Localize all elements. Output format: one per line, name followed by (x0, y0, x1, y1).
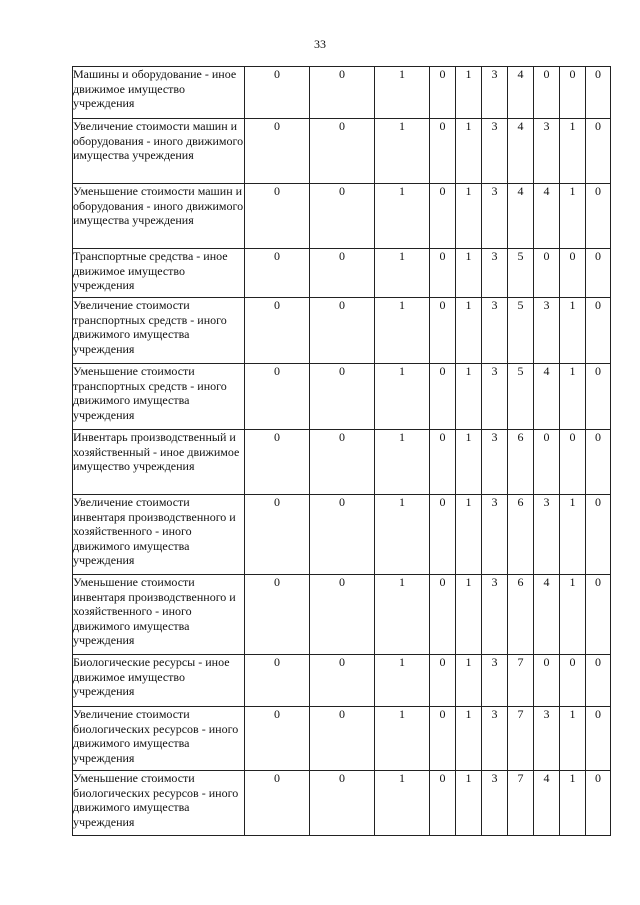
code-digit-cell: 1 (456, 707, 482, 771)
code-digit-cell: 4 (534, 575, 560, 655)
code-digit-cell: 1 (375, 655, 430, 707)
code-digit-cell: 1 (560, 298, 586, 364)
code-digit-cell: 0 (560, 655, 586, 707)
account-name-cell: Уменьшение стоимости транспортных средств - иного движимого имущества учреждения (73, 364, 245, 430)
code-digit-cell: 0 (430, 575, 456, 655)
code-digit-cell: 0 (310, 364, 375, 430)
table-row (73, 575, 611, 655)
account-name-cell: Машины и оборудование - иное движимое имущество учреждения (73, 67, 245, 119)
code-digit-cell: 3 (482, 364, 508, 430)
code-digit-cell: 0 (586, 707, 611, 771)
table-row (73, 249, 611, 298)
account-name-cell: Увеличение стоимости биологических ресурсов - иного движимого имущества учреждения (73, 707, 245, 771)
code-digit-cell: 1 (375, 249, 430, 298)
code-digit-cell: 4 (508, 184, 534, 249)
code-digit-cell: 0 (534, 430, 560, 495)
code-digit-cell: 1 (456, 119, 482, 184)
code-digit-cell: 3 (482, 771, 508, 836)
code-digit-cell: 1 (456, 771, 482, 836)
code-digit-cell: 0 (310, 707, 375, 771)
code-digit-cell: 1 (560, 575, 586, 655)
code-digit-cell: 1 (456, 495, 482, 575)
code-digit-cell: 3 (482, 119, 508, 184)
code-digit-cell: 3 (482, 67, 508, 119)
code-digit-cell: 5 (508, 249, 534, 298)
code-digit-cell: 1 (375, 771, 430, 836)
code-digit-cell: 0 (245, 430, 310, 495)
code-digit-cell: 0 (430, 249, 456, 298)
code-digit-cell: 7 (508, 771, 534, 836)
code-digit-cell: 0 (586, 249, 611, 298)
code-digit-cell: 0 (560, 249, 586, 298)
code-digit-cell: 4 (534, 364, 560, 430)
code-digit-cell: 0 (245, 364, 310, 430)
table-row (73, 364, 611, 430)
table-row (73, 298, 611, 364)
code-digit-cell: 6 (508, 575, 534, 655)
code-digit-cell: 3 (534, 298, 560, 364)
code-digit-cell: 1 (456, 430, 482, 495)
table-row (73, 771, 611, 836)
code-digit-cell: 1 (560, 119, 586, 184)
code-digit-cell: 0 (586, 298, 611, 364)
account-name-cell: Увеличение стоимости машин и оборудования - иного движимого имущества учреждения (73, 119, 245, 184)
code-digit-cell: 3 (534, 495, 560, 575)
code-digit-cell: 4 (508, 67, 534, 119)
account-name-cell: Уменьшение стоимости машин и оборудования - иного движимого имущества учреждения (73, 184, 245, 249)
code-digit-cell: 7 (508, 655, 534, 707)
code-digit-cell: 4 (534, 184, 560, 249)
account-codes-table (72, 66, 611, 836)
code-digit-cell: 0 (586, 575, 611, 655)
page-number: 33 (314, 37, 326, 51)
table-row (73, 430, 611, 495)
code-digit-cell: 0 (430, 495, 456, 575)
code-digit-cell: 3 (534, 119, 560, 184)
code-digit-cell: 0 (534, 67, 560, 119)
code-digit-cell: 0 (534, 249, 560, 298)
account-name-cell: Инвентарь производственный и хозяйственный - иное движимое имущество учреждения (73, 430, 245, 495)
code-digit-cell: 0 (310, 67, 375, 119)
code-digit-cell: 0 (534, 655, 560, 707)
code-digit-cell: 0 (245, 184, 310, 249)
code-digit-cell: 0 (310, 184, 375, 249)
code-digit-cell: 0 (245, 707, 310, 771)
code-digit-cell: 4 (534, 771, 560, 836)
code-digit-cell: 0 (560, 67, 586, 119)
code-digit-cell: 0 (310, 430, 375, 495)
code-digit-cell: 0 (586, 495, 611, 575)
code-digit-cell: 0 (430, 298, 456, 364)
code-digit-cell: 5 (508, 364, 534, 430)
code-digit-cell: 0 (245, 575, 310, 655)
code-digit-cell: 1 (375, 67, 430, 119)
code-digit-cell: 1 (375, 495, 430, 575)
code-digit-cell: 6 (508, 430, 534, 495)
code-digit-cell: 0 (586, 364, 611, 430)
code-digit-cell: 3 (482, 184, 508, 249)
code-digit-cell: 0 (245, 298, 310, 364)
code-digit-cell: 0 (310, 249, 375, 298)
code-digit-cell: 0 (310, 655, 375, 707)
code-digit-cell: 0 (430, 707, 456, 771)
code-digit-cell: 0 (245, 655, 310, 707)
code-digit-cell: 0 (430, 655, 456, 707)
code-digit-cell: 0 (430, 430, 456, 495)
account-name-cell: Увеличение стоимости транспортных средств - иного движимого имущества учреждения (73, 298, 245, 364)
code-digit-cell: 3 (482, 575, 508, 655)
code-digit-cell: 1 (560, 707, 586, 771)
account-name-cell: Уменьшение стоимости биологических ресурсов - иного движимого имущества учреждения (73, 771, 245, 836)
code-digit-cell: 0 (560, 430, 586, 495)
code-digit-cell: 1 (375, 575, 430, 655)
code-digit-cell: 0 (430, 771, 456, 836)
code-digit-cell: 1 (456, 364, 482, 430)
code-digit-cell: 3 (482, 430, 508, 495)
code-digit-cell: 0 (586, 430, 611, 495)
table-row (73, 67, 611, 119)
code-digit-cell: 1 (560, 364, 586, 430)
account-name-cell: Уменьшение стоимости инвентаря производственного и хозяйственного - иного движимого имущества учреждения (73, 575, 245, 655)
table-row (73, 184, 611, 249)
code-digit-cell: 0 (586, 119, 611, 184)
code-digit-cell: 0 (586, 67, 611, 119)
table-row (73, 119, 611, 184)
code-digit-cell: 1 (375, 298, 430, 364)
code-digit-cell: 1 (375, 184, 430, 249)
table-row (73, 495, 611, 575)
code-digit-cell: 3 (482, 495, 508, 575)
code-digit-cell: 0 (586, 184, 611, 249)
code-digit-cell: 0 (310, 575, 375, 655)
code-digit-cell: 0 (245, 119, 310, 184)
table-row (73, 707, 611, 771)
code-digit-cell: 0 (245, 495, 310, 575)
code-digit-cell: 5 (508, 298, 534, 364)
code-digit-cell: 1 (560, 495, 586, 575)
code-digit-cell: 7 (508, 707, 534, 771)
code-digit-cell: 3 (482, 249, 508, 298)
code-digit-cell: 0 (430, 67, 456, 119)
code-digit-cell: 0 (310, 119, 375, 184)
code-digit-cell: 1 (456, 655, 482, 707)
code-digit-cell: 1 (456, 67, 482, 119)
code-digit-cell: 1 (456, 298, 482, 364)
code-digit-cell: 1 (456, 575, 482, 655)
account-name-cell: Биологические ресурсы - иное движимое имущество учреждения (73, 655, 245, 707)
code-digit-cell: 1 (560, 184, 586, 249)
code-digit-cell: 1 (375, 364, 430, 430)
code-digit-cell: 3 (482, 298, 508, 364)
code-digit-cell: 0 (430, 119, 456, 184)
code-digit-cell: 0 (586, 655, 611, 707)
account-name-cell: Увеличение стоимости инвентаря производственного и хозяйственного - иного движимого имущества учреждения (73, 495, 245, 575)
code-digit-cell: 0 (430, 184, 456, 249)
code-digit-cell: 6 (508, 495, 534, 575)
code-digit-cell: 0 (310, 495, 375, 575)
code-digit-cell: 1 (375, 707, 430, 771)
account-name-cell: Транспортные средства - иное движимое имущество учреждения (73, 249, 245, 298)
code-digit-cell: 0 (245, 67, 310, 119)
code-digit-cell: 4 (508, 119, 534, 184)
table-row (73, 655, 611, 707)
code-digit-cell: 0 (310, 771, 375, 836)
code-digit-cell: 0 (430, 364, 456, 430)
code-digit-cell: 1 (560, 771, 586, 836)
code-digit-cell: 0 (310, 298, 375, 364)
code-digit-cell: 1 (456, 184, 482, 249)
code-digit-cell: 3 (534, 707, 560, 771)
code-digit-cell: 0 (245, 249, 310, 298)
code-digit-cell: 3 (482, 707, 508, 771)
code-digit-cell: 1 (375, 119, 430, 184)
code-digit-cell: 3 (482, 655, 508, 707)
code-digit-cell: 1 (456, 249, 482, 298)
code-digit-cell: 1 (375, 430, 430, 495)
code-digit-cell: 0 (586, 771, 611, 836)
code-digit-cell: 0 (245, 771, 310, 836)
